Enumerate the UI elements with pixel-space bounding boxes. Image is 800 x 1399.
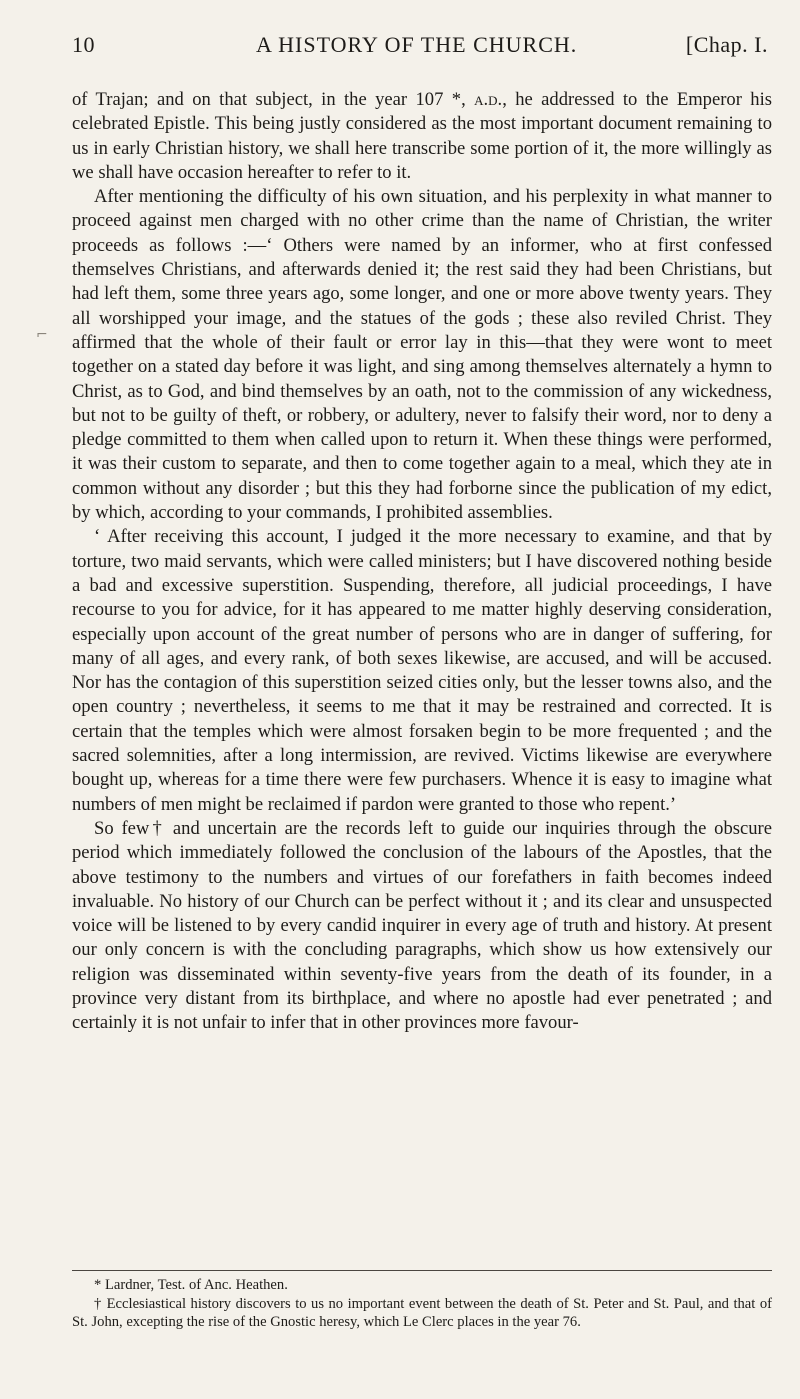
- footnotes: [72, 1276, 772, 1332]
- paragraph-4: So few† and uncertain are the records left to guide our inquiries through the obscure period which immediately followed the conclusion of the labours of the Apostles, that the above testimony to the numbers and virtues of our forefathers in faith becomes indeed invaluable. No history of our Church can be perfect without it ; and its clear and unsuspected voice will be listened to by every candid inquirer in every age of truth and history. At present our only concern is with the concluding paragraphs, which show us how extensively our religion was disseminated within seventy-five years from the death of its founder, in a province very distant from its birthplace, and where no apostle had ever penetrated ; and certainly it is not unfair to infer that in other provinces more favour-: [72, 817, 772, 1034]
- chapter-label: [Chap. I.: [685, 32, 768, 57]
- running-header: [72, 32, 768, 62]
- anno-domini: a.d.: [474, 89, 503, 110]
- body-text: [72, 88, 772, 1036]
- footnote-rule: [72, 1270, 772, 1271]
- paragraph-1: [72, 88, 772, 185]
- paragraph-1-text-a: of Trajan; and on that subject, in the year 107 *,: [72, 89, 475, 110]
- margin-mark: ⌐: [36, 327, 48, 343]
- running-title: A HISTORY OF THE CHURCH.: [256, 32, 578, 57]
- page-number: 10: [72, 32, 95, 57]
- paragraph-3: ‘ After receiving this account, I judged it the more necessary to examine, and that by torture, two maid servants, which were called ministers; but I have discovered nothing beside a bad and excessive superstition. Suspending, therefore, all judicial proceedings, I have recourse to you for advice, for it has appeared to me matter highly deserving consideration, especially upon account of the great number of persons who are in danger of suffering, for many of all ages, and every rank, of both sexes likewise, are accused, and will be accused. Nor has the contagion of this superstition seized cities only, but the lesser towns also, and the open country ; nevertheless, it seems to me that it may be restrained and corrected. It is certain that the temples which were almost forsaken begin to be more frequented ; and the sacred solemnities, after a long intermission, are revived. Victims likewise are everywhere bought up, whereas for a time there were few purchasers. Whence it is easy to imagine what numbers of men might be reclaimed if pardon were granted to those who repent.’: [72, 526, 772, 815]
- paragraph-1-text-b: , he addressed to the Emperor his celebrated Epistle. This being justly considered as the most important document remaining to us in early Christian history, we shall here transcribe some portion of it, the more willingly as we shall have occasion hereafter to refer to it.: [72, 89, 772, 183]
- paragraph-2: After mentioning the difficulty of his own situation, and his perplexity in what manner to proceed against men charged with no other crime than the name of Christian, the writer proceeds as follows :—‘ Others were named by an informer, who at first confessed themselves Christians, and afterwards denied it; the rest said they had been Christians, but had left them, some three years ago, some longer, and one or more above twenty years. They all worshipped your image, and the statues of the gods ; these also reviled Christ. They affirmed that the whole of their fault or error lay in this—that they were wont to meet together on a stated day before it was light, and sing among themselves alternately a hymn to Christ, as to God, and bind themselves by an oath, not to the commission of any wickedness, but not to be guilty of theft, or robbery, or adultery, never to falsify their word, nor to deny a pledge committed to them when called upon to return it. When these things were performed, it was their custom to separate, and then to come together again to a meal, which they ate in common without any disorder ; but this they had forborne since the publication of my edict, by which, according to your commands, I prohibited assemblies.: [72, 186, 772, 524]
- footnote-1: * Lardner, Test. of Anc. Heathen.: [94, 1277, 288, 1293]
- footnote-2: † Ecclesiastical history discovers to us no important event between the death of St. Peter and St. Paul, and that of St. John, excepting the rise of the Gnostic heresy, which Le Clerc places in the year 76.: [72, 1295, 772, 1330]
